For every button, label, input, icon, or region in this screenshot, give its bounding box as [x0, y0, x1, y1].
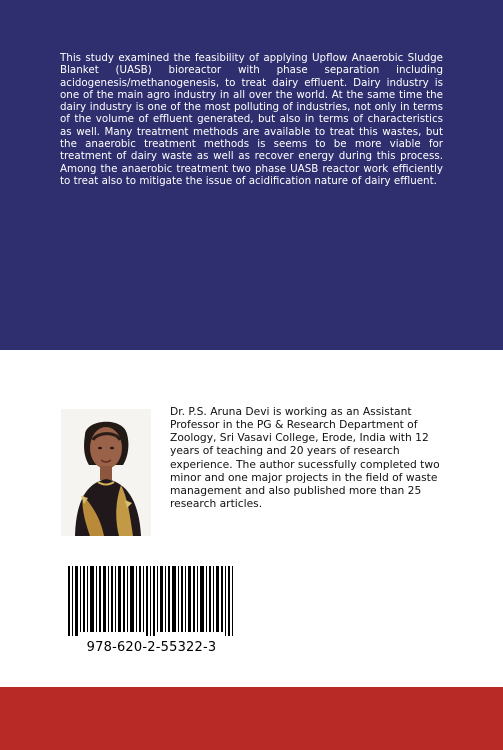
barcode-icon: [60, 566, 243, 636]
cover-top-panel: [0, 0, 503, 350]
author-bio: Dr. P.S. Aruna Devi is working as an Assistant Professor in the PG & Research Department of Zoology, Sri Vasavi College, Erode, India with 12 years of teaching and 20 years of research experience. The author sucessfully completed two minor and one major projects in the field of waste management and also published more than 25 research articles.: [170, 405, 440, 511]
book-abstract: This study examined the feasibility of applying Upflow Anaerobic Sludge Blanket (UASB) bioreactor with phase separation including acidogenesis/methanogenesis, to treat dairy effluent. Dairy industry is one of the main agro industry in all over the world. At the same time the dairy industry is one of the most polluting of industries, not only in terms of the volume of effluent generated, but also in terms of characteristics as well. Many treatment methods are available to treat this wastes, but the anaerobic treatment methods is seems to be more viable for treatment of dairy waste as well as recover energy during this process. Among the anaerobic treatment two phase UASB reactor work efficiently to treat also to mitigate the issue of acidification nature of dairy effluent.: [60, 52, 443, 187]
portrait-image: [61, 409, 151, 536]
author-photo: [61, 409, 151, 536]
isbn-number: 978-620-2-55322-3: [86, 640, 217, 655]
bottom-color-band: [0, 687, 503, 750]
isbn-barcode: [60, 566, 243, 658]
